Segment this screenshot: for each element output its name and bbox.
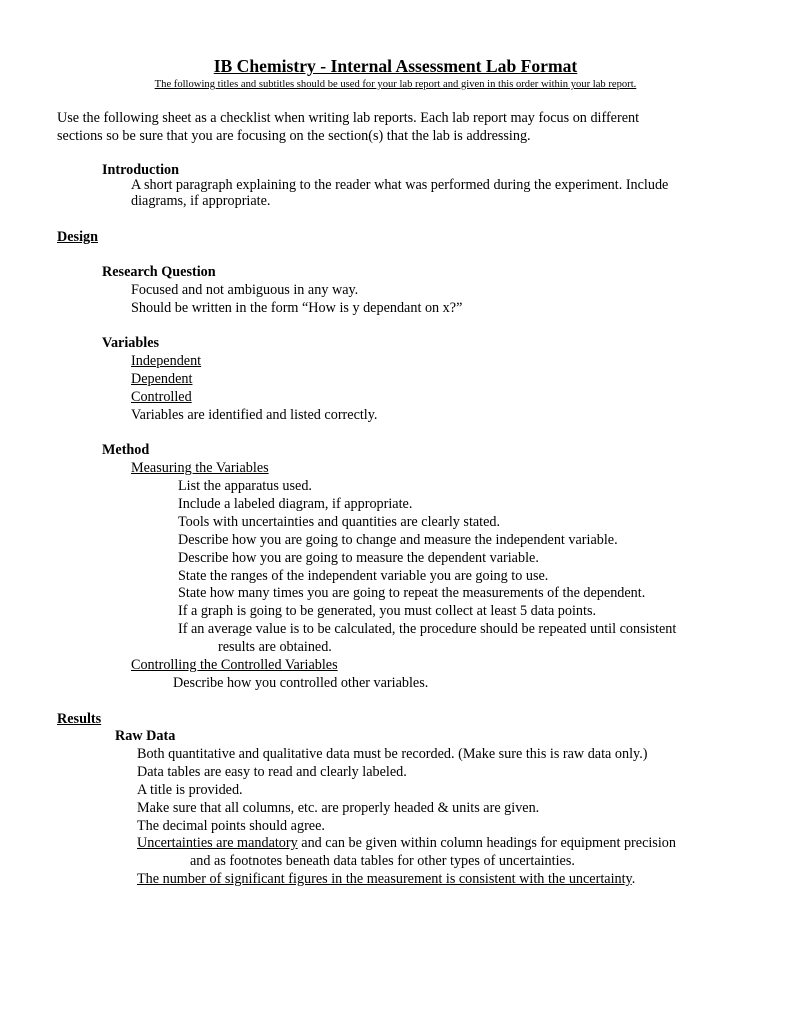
intro-text-line-2: sections so be sure that you are focusing on the section(s) that the lab is addressing. <box>57 128 531 144</box>
measuring-item: Tools with uncertainties and quantities are clearly stated. <box>178 514 501 530</box>
research-question-line-1: Focused and not ambiguous in any way. <box>131 282 359 298</box>
raw-data-item: Data tables are easy to read and clearly labeled. <box>137 764 407 780</box>
measuring-item-continuation: results are obtained. <box>218 639 332 655</box>
variable-controlled: Controlled <box>131 389 192 405</box>
results-heading: Results <box>57 711 102 727</box>
document-subtitle: The following titles and subtitles should be used for your lab report and given in this order within your lab report. <box>154 79 637 90</box>
research-question-heading: Research Question <box>102 264 216 280</box>
raw-data-item: The decimal points should agree. <box>137 818 325 834</box>
measuring-item: State the ranges of the independent variable you are going to use. <box>178 568 549 584</box>
introduction-line-2: diagrams, if appropriate. <box>131 193 271 209</box>
measuring-item: Describe how you are going to change and measure the independent variable. <box>178 532 618 548</box>
document-title: IB Chemistry - Internal Assessment Lab Format <box>213 56 578 76</box>
uncertainty-rest-text: and can be given within column headings for equipment precision <box>297 835 676 851</box>
raw-data-item: A title is provided. <box>137 782 243 798</box>
research-question-line-2: Should be written in the form “How is y dependant on x?” <box>131 300 463 316</box>
measuring-item: List the apparatus used. <box>178 478 312 494</box>
controlling-variables-text: Describe how you controlled other variables. <box>173 675 429 691</box>
measuring-item: Describe how you are going to measure the dependent variable. <box>178 550 539 566</box>
variables-note: Variables are identified and listed correctly. <box>131 407 378 423</box>
measuring-item: If an average value is to be calculated, the procedure should be repeated until consistent <box>178 621 677 637</box>
sigfig-line <box>137 871 635 889</box>
sigfig-underlined-text: The number of significant figures in the measurement is consistent with the uncertainty <box>137 871 632 887</box>
intro-text-line-1: Use the following sheet as a checklist when writing lab reports. Each lab report may focus on different <box>57 110 640 126</box>
measuring-variables-heading: Measuring the Variables <box>131 460 269 476</box>
introduction-line-1: A short paragraph explaining to the reader what was performed during the experiment. Include <box>131 177 669 193</box>
method-heading: Method <box>102 442 150 458</box>
variable-dependent: Dependent <box>131 371 193 387</box>
measuring-item: Include a labeled diagram, if appropriate. <box>178 496 413 512</box>
uncertainty-continuation: and as footnotes beneath data tables for other types of uncertainties. <box>190 853 575 869</box>
measuring-item: State how many times you are going to repeat the measurements of the dependent. <box>178 585 646 601</box>
variables-heading: Variables <box>102 335 160 351</box>
raw-data-item: Both quantitative and qualitative data must be recorded. (Make sure this is raw data only.) <box>137 746 648 762</box>
sigfig-end-text: . <box>631 871 636 887</box>
raw-data-item: Make sure that all columns, etc. are properly headed & units are given. <box>137 800 540 816</box>
variable-independent: Independent <box>131 353 202 369</box>
raw-data-heading: Raw Data <box>115 728 176 744</box>
uncertainty-mandatory-text: Uncertainties are mandatory <box>137 835 298 851</box>
measuring-item: If a graph is going to be generated, you must collect at least 5 data points. <box>178 603 597 619</box>
design-heading: Design <box>57 229 98 245</box>
introduction-heading: Introduction <box>102 162 179 178</box>
controlling-variables-heading: Controlling the Controlled Variables <box>131 657 338 673</box>
uncertainty-line <box>137 835 676 853</box>
